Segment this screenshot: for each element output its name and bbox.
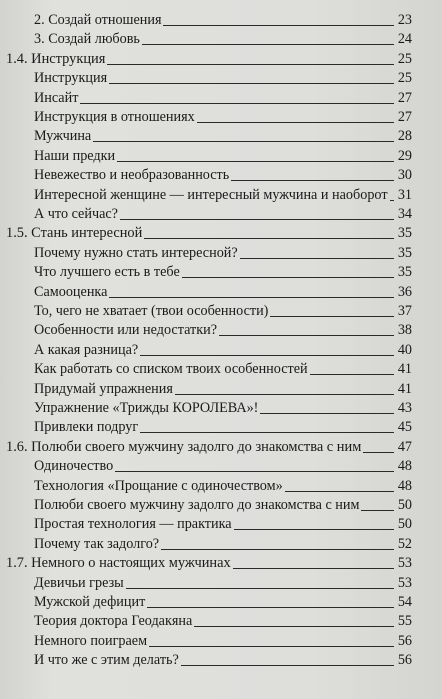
toc-entry-title: Что лучшего есть в тебе	[34, 264, 180, 280]
toc-entry[interactable]	[34, 590, 412, 610]
toc-entry-title: Почему так задолго?	[34, 536, 160, 552]
toc-entry[interactable]	[34, 415, 412, 435]
toc-leader-line	[219, 335, 394, 336]
toc-leader-line	[310, 374, 394, 375]
toc-leader-line	[147, 607, 394, 608]
toc-entry-title: 1.5. Стань интересной	[6, 225, 143, 241]
toc-page-number: 25	[397, 70, 412, 86]
toc-leader-line	[163, 25, 393, 26]
toc-leader-line	[363, 452, 394, 453]
toc-leader-line	[234, 529, 394, 530]
toc-page-number: 30	[397, 167, 412, 183]
toc-leader-line	[109, 83, 394, 84]
toc-section[interactable]	[6, 435, 412, 455]
toc-entry-title: Почему нужно стать интересной?	[34, 245, 238, 261]
toc-page-number: 50	[397, 516, 412, 532]
toc-page-number: 53	[397, 575, 412, 591]
toc-entry-title: 1.7. Немного о настоящих мужчинах	[6, 555, 231, 571]
toc-leader-line	[260, 413, 393, 414]
toc-leader-line	[142, 44, 394, 45]
toc-entry-title: Простая технология — практика	[34, 516, 232, 532]
toc-entry[interactable]	[34, 163, 412, 183]
toc-page-number: 41	[397, 381, 412, 397]
toc-entry[interactable]	[34, 124, 412, 144]
toc-page-number: 45	[397, 419, 412, 435]
toc-leader-line	[107, 64, 393, 65]
toc-entry[interactable]	[34, 648, 412, 668]
toc-leader-line	[182, 277, 394, 278]
toc-page-number: 29	[397, 148, 412, 164]
toc-entry-title: 3. Создай любовь	[34, 31, 140, 47]
toc-section[interactable]	[6, 551, 412, 571]
toc-entry[interactable]	[34, 629, 412, 649]
toc-entry-title: Невежество и необразованность	[34, 167, 230, 183]
toc-page-number: 35	[397, 264, 412, 280]
toc-page-number: 43	[397, 400, 412, 416]
toc-page-number: 50	[397, 497, 412, 513]
toc-page-number: 24	[397, 31, 412, 47]
toc-page-number: 52	[397, 536, 412, 552]
toc-leader-line	[149, 646, 394, 647]
toc-entry-title: Инструкция	[34, 70, 108, 86]
toc-entry-title: Немного поиграем	[34, 633, 148, 649]
toc-entry-title: И что же с этим делать?	[34, 652, 179, 668]
toc-leader-line	[80, 103, 393, 104]
toc-page-number: 56	[397, 652, 412, 668]
toc-entry-title: А какая разница?	[34, 342, 139, 358]
toc-entry[interactable]	[34, 571, 412, 591]
toc-page-number: 48	[397, 458, 412, 474]
toc-page-number: 41	[397, 361, 412, 377]
toc-entry[interactable]	[34, 512, 412, 532]
toc-entry[interactable]	[34, 27, 412, 47]
toc-entry[interactable]	[34, 8, 412, 28]
toc-leader-line	[175, 394, 394, 395]
toc-entry-title: Полюби своего мужчину задолго до знакомства с ним	[34, 497, 360, 513]
toc-entry-title: 2. Создай отношения	[34, 12, 162, 28]
toc-page-number: 34	[397, 206, 412, 222]
toc-entry[interactable]	[34, 241, 412, 261]
toc-page-number: 55	[397, 613, 412, 629]
toc-page-number: 38	[397, 322, 412, 338]
toc-leader-line	[231, 180, 394, 181]
toc-entry[interactable]	[34, 66, 412, 86]
toc-entry-title: То, чего не хватает (твои особенности)	[34, 303, 269, 319]
toc-leader-line	[233, 568, 394, 569]
toc-leader-line	[93, 141, 394, 142]
toc-leader-line	[390, 200, 394, 201]
toc-section[interactable]	[6, 221, 412, 241]
toc-page-number: 28	[397, 128, 412, 144]
toc-leader-line	[140, 355, 394, 356]
toc-entry-title: Одиночество	[34, 458, 114, 474]
toc-entry-title: Как работать со списком твоих особенностей	[34, 361, 308, 377]
toc-leader-line	[285, 491, 394, 492]
toc-entry[interactable]	[34, 357, 412, 377]
toc-page-number: 54	[397, 594, 412, 610]
toc-leader-line	[194, 626, 394, 627]
toc-leader-line	[109, 297, 393, 298]
toc-entry-title: Привлеки подруг	[34, 419, 139, 435]
toc-entry[interactable]	[34, 454, 412, 474]
toc-leader-line	[117, 161, 394, 162]
toc-leader-line	[240, 258, 394, 259]
toc-entry-title: Самооценка	[34, 284, 108, 300]
toc-entry-title: Мужской дефицит	[34, 594, 146, 610]
toc-entry[interactable]	[34, 280, 412, 300]
toc-page-number: 56	[397, 633, 412, 649]
toc-page-number: 37	[397, 303, 412, 319]
toc-entry[interactable]	[34, 532, 412, 552]
toc-leader-line	[140, 432, 394, 433]
toc-leader-line	[120, 219, 394, 220]
toc-entry-title: Упражнение «Трижды КОРОЛЕВА»!	[34, 400, 259, 416]
toc-entry[interactable]	[34, 318, 412, 338]
toc-page-number: 35	[397, 245, 412, 261]
toc-leader-line	[197, 122, 394, 123]
toc-entry[interactable]	[34, 396, 412, 416]
toc-entry-title: Мужчина	[34, 128, 92, 144]
toc-page-number: 40	[397, 342, 412, 358]
toc-entry-title: Наши предки	[34, 148, 116, 164]
toc-page-number: 25	[397, 51, 412, 67]
toc-entry-title: Инсайт	[34, 90, 79, 106]
toc-page-number: 47	[397, 439, 412, 455]
toc-page-number: 27	[397, 109, 412, 125]
toc-entry[interactable]	[34, 299, 412, 319]
toc-entry-title: Технология «Прощание с одиночеством»	[34, 478, 283, 494]
toc-leader-line	[361, 510, 393, 511]
toc-leader-line	[144, 238, 394, 239]
toc-entry[interactable]	[34, 144, 412, 164]
toc-leader-line	[270, 316, 393, 317]
toc-entry-title: Особенности или недостатки?	[34, 322, 217, 338]
toc-page-number: 53	[397, 555, 412, 571]
toc-entry-title: 1.6. Полюби своего мужчину задолго до знакомства с ним	[6, 439, 362, 455]
toc-entry-title: Теория доктора Геодакяна	[34, 613, 193, 629]
toc-leader-line	[181, 665, 394, 666]
toc-page-number: 35	[397, 225, 412, 241]
toc-entry[interactable]	[34, 202, 412, 222]
toc-entry[interactable]	[34, 338, 412, 358]
toc-page-number: 31	[397, 187, 412, 203]
toc-page-number: 48	[397, 478, 412, 494]
toc-page-number: 36	[397, 284, 412, 300]
toc-section[interactable]	[6, 47, 412, 67]
toc-page-number: 23	[397, 12, 412, 28]
toc-entry-title: А что сейчас?	[34, 206, 118, 222]
toc-entry-title: 1.4. Инструкция	[6, 51, 106, 67]
toc-entry-title: Инструкция в отношениях	[34, 109, 195, 125]
toc-entry-title: Интересной женщине — интересный мужчина и наоборот	[34, 187, 388, 203]
toc-entry[interactable]	[34, 260, 412, 280]
toc-entry[interactable]	[34, 377, 412, 397]
toc-page-number: 27	[397, 90, 412, 106]
toc-leader-line	[161, 549, 394, 550]
toc-leader-line	[115, 471, 394, 472]
toc-entry[interactable]	[34, 474, 412, 494]
toc-entry-title: Девичьи грезы	[34, 575, 124, 591]
toc-entry[interactable]	[34, 493, 412, 513]
toc-entry[interactable]	[34, 183, 412, 203]
toc-entry-title: Придумай упражнения	[34, 381, 173, 397]
toc-entry[interactable]	[34, 86, 412, 106]
toc-leader-line	[126, 588, 394, 589]
toc-entry[interactable]	[34, 105, 412, 125]
toc-entry[interactable]	[34, 609, 412, 629]
